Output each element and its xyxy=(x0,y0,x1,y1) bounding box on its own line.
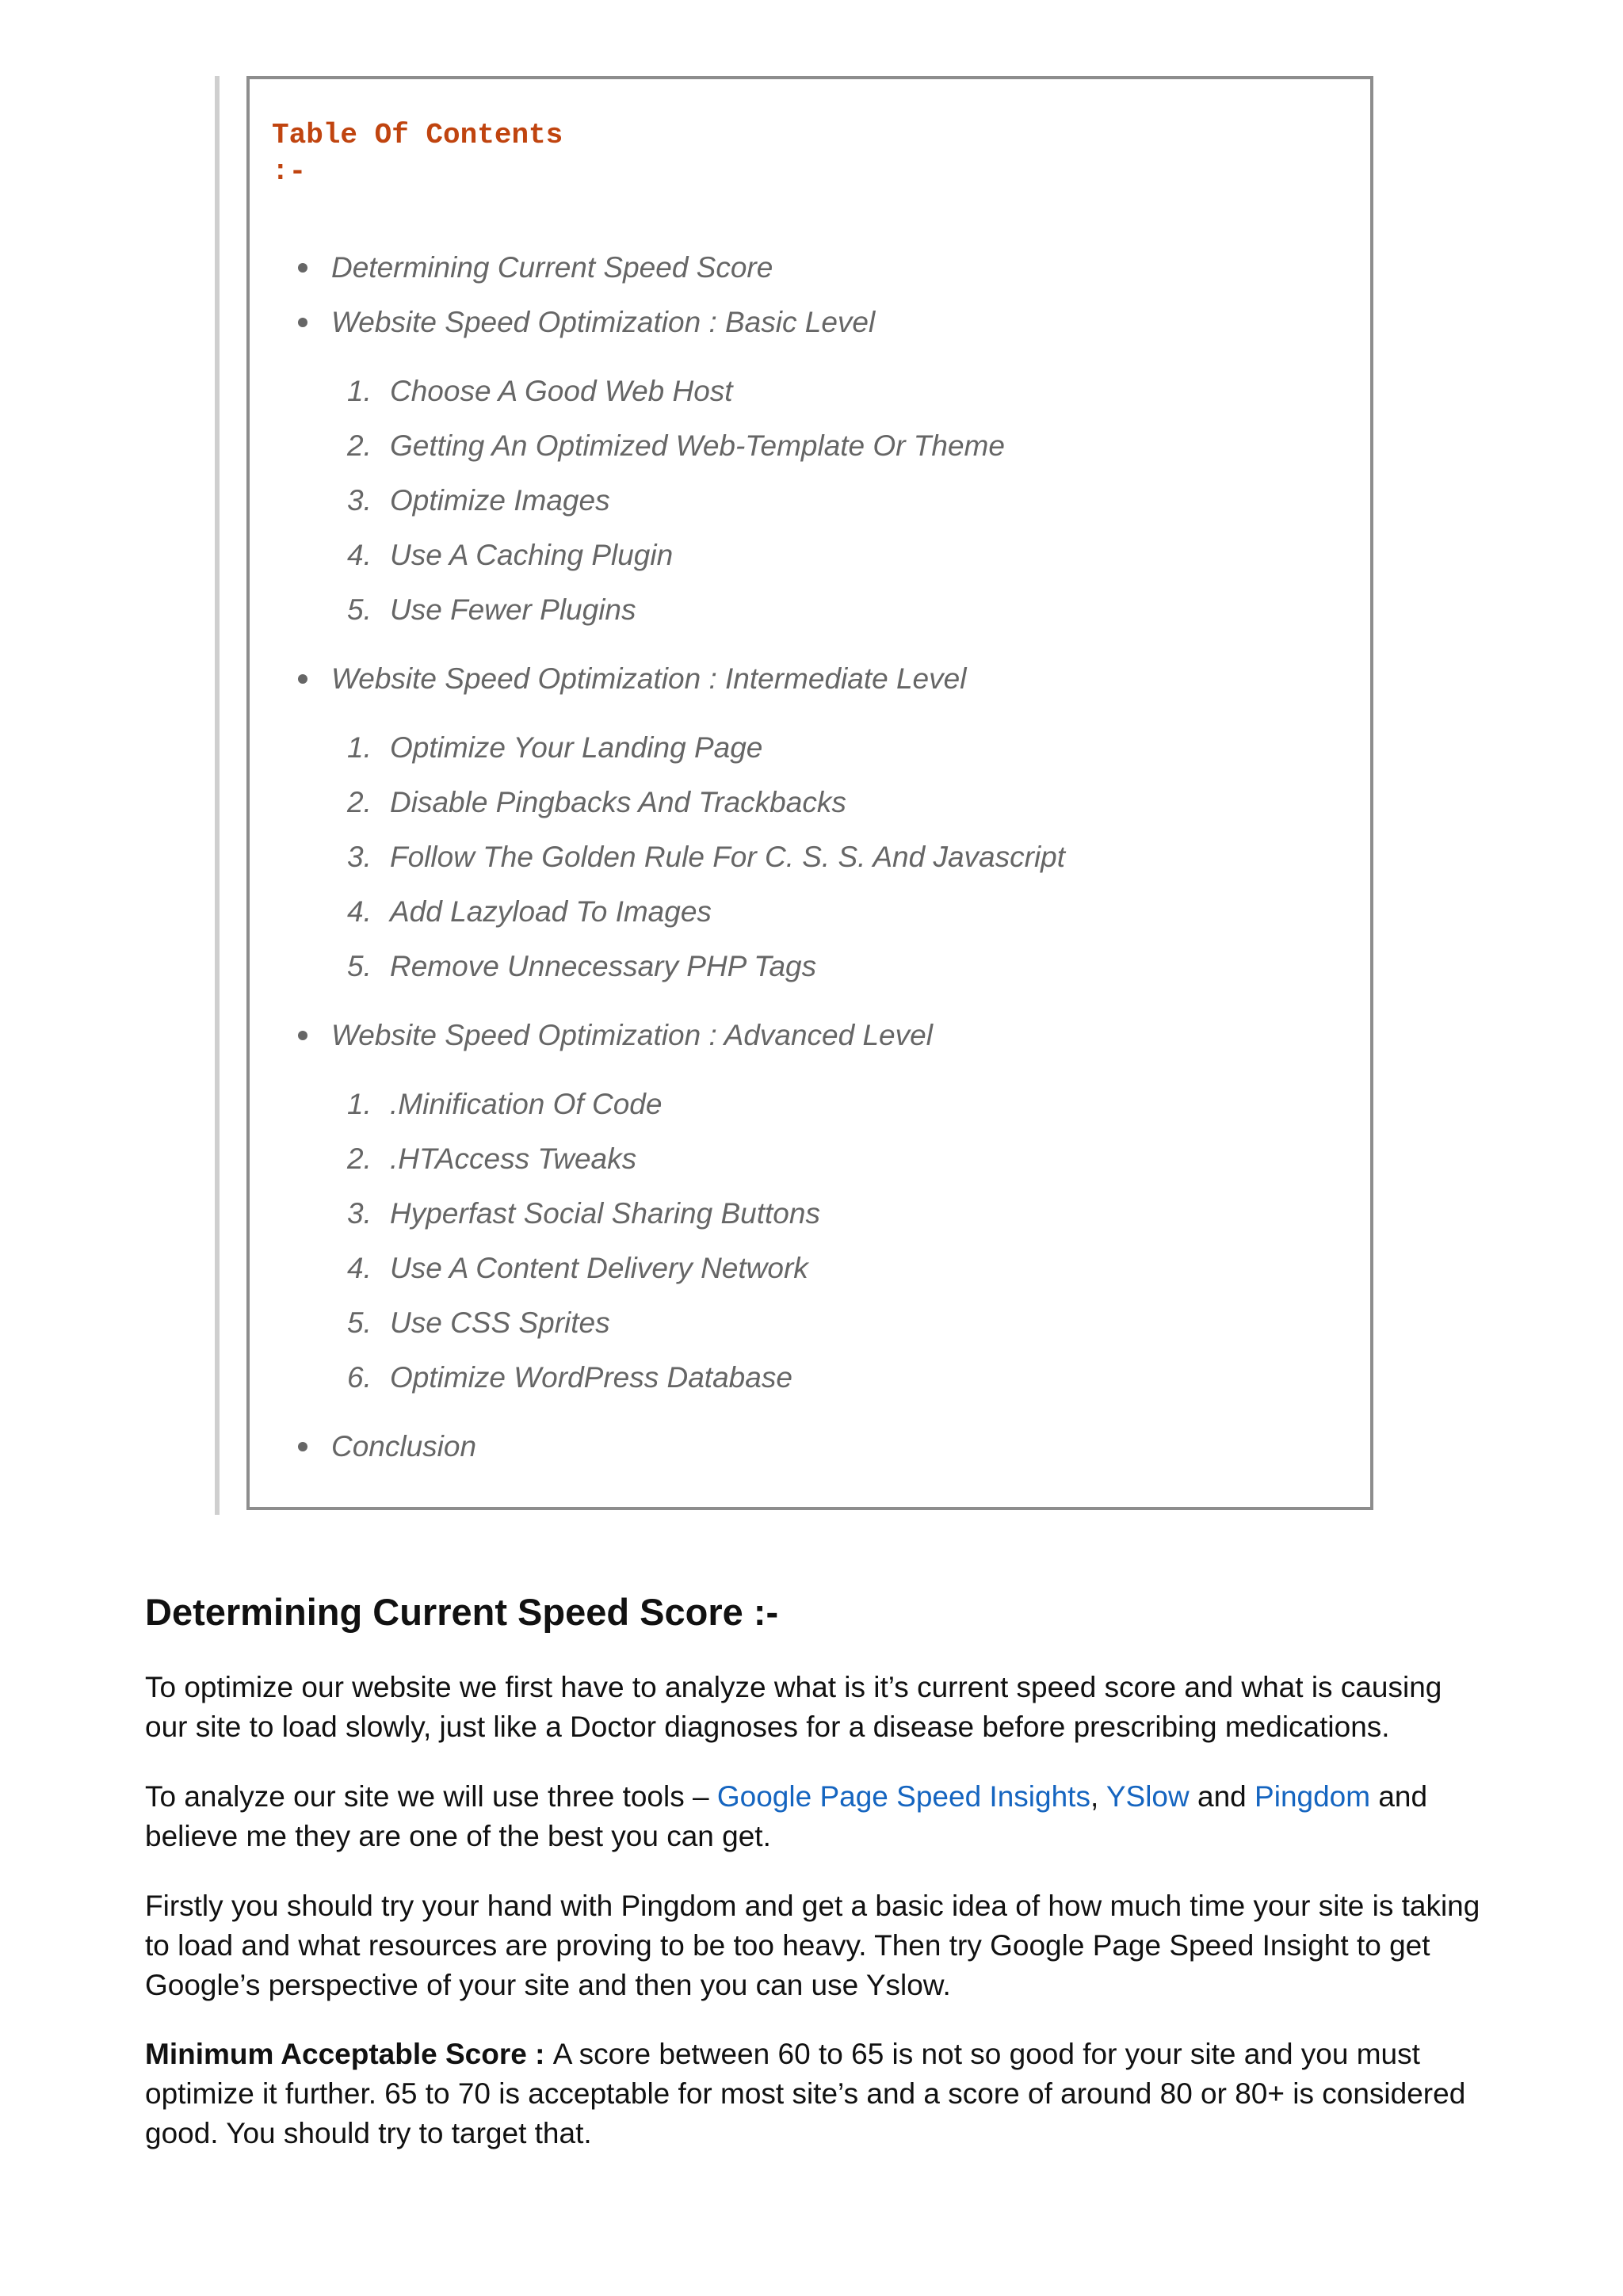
toc-link-basic-4[interactable]: Use A Caching Plugin xyxy=(390,539,674,571)
toc-link-basic-3[interactable]: Optimize Images xyxy=(390,484,610,517)
list-number: 1. xyxy=(347,1088,372,1120)
paragraph-text: and xyxy=(1189,1780,1255,1813)
bullet-icon xyxy=(298,318,307,327)
paragraph-text: , xyxy=(1090,1780,1106,1813)
yslow-link[interactable]: YSlow xyxy=(1106,1780,1190,1813)
google-pagespeed-link[interactable]: Google Page Speed Insights xyxy=(716,1780,1090,1813)
list-number: 3. xyxy=(347,1197,372,1230)
list-number: 4. xyxy=(347,895,372,928)
paragraph-pingdom: Firstly you should try your hand with Pingdom and get a basic idea of how much time your site is taking to load and what resources are proving to be too heavy. Then try Google Page Speed Insight to get Google’s perspective of your site and then you can use Yslow. xyxy=(145,1890,1480,2001)
toc-link-advanced-5[interactable]: Use CSS Sprites xyxy=(390,1306,610,1339)
toc-title-line-1: Table Of Contents xyxy=(272,119,563,151)
toc-title-line-2: :- xyxy=(272,155,307,188)
toc-link-determining-speed[interactable]: Determining Current Speed Score xyxy=(331,251,773,284)
toc-link-conclusion[interactable]: Conclusion xyxy=(331,1430,477,1463)
list-number: 5. xyxy=(347,950,372,982)
paragraph-text: To analyze our site we will use three tools – xyxy=(145,1780,717,1813)
toc-link-advanced-2[interactable]: .HTAccess Tweaks xyxy=(390,1142,637,1175)
paragraph-intro: To optimize our website we first have to analyze what is it’s current speed score and what is causing our site to load slowly, just like a Doctor diagnoses for a disease before prescribing medications. xyxy=(145,1671,1442,1743)
blockquote-bar xyxy=(215,76,220,1515)
paragraph-text: A score between 60 to 65 is not so good for your site and you must optimize it further. 65 to 70 is acceptable for most site’s and a score of around 80 or 80+ is considered good. You should try to target that. xyxy=(145,2038,1466,2149)
bullet-icon xyxy=(298,1442,307,1451)
toc-link-advanced-4[interactable]: Use A Content Delivery Network xyxy=(390,1252,808,1284)
bullet-icon xyxy=(298,1031,307,1040)
list-number: 2. xyxy=(347,1142,372,1175)
list-number: 5. xyxy=(347,1306,372,1339)
pingdom-link[interactable]: Pingdom xyxy=(1254,1780,1371,1813)
toc-link-advanced-level[interactable]: Website Speed Optimization : Advanced Level xyxy=(331,1019,933,1051)
list-number: 1. xyxy=(347,731,372,764)
list-number: 2. xyxy=(347,429,372,462)
toc-link-basic-level[interactable]: Website Speed Optimization : Basic Level xyxy=(331,306,876,338)
toc-link-intermediate-1[interactable]: Optimize Your Landing Page xyxy=(390,731,763,764)
toc-link-basic-5[interactable]: Use Fewer Plugins xyxy=(390,593,636,626)
toc-link-advanced-6[interactable]: Optimize WordPress Database xyxy=(390,1361,792,1394)
toc-link-advanced-3[interactable]: Hyperfast Social Sharing Buttons xyxy=(390,1197,820,1230)
minimum-score-label: Minimum Acceptable Score : xyxy=(145,2038,553,2070)
toc-link-intermediate-4[interactable]: Add Lazyload To Images xyxy=(390,895,712,928)
list-number: 5. xyxy=(347,593,372,626)
list-number: 4. xyxy=(347,1252,372,1284)
paragraph-text: and believe me they are one of the best you can get. xyxy=(145,1780,1428,1852)
paragraph-tools xyxy=(145,1777,1484,1856)
bullet-icon xyxy=(298,263,307,273)
list-number: 2. xyxy=(347,786,372,818)
toc-link-intermediate-3[interactable]: Follow The Golden Rule For C. S. S. And Javascript xyxy=(390,841,1066,873)
list-number: 3. xyxy=(347,841,372,873)
toc-title xyxy=(272,117,563,190)
toc-link-basic-2[interactable]: Getting An Optimized Web-Template Or Theme xyxy=(390,429,1005,462)
list-number: 3. xyxy=(347,484,372,517)
paragraph-minimum-score xyxy=(145,2035,1484,2153)
list-number: 6. xyxy=(347,1361,372,1394)
toc-link-basic-1[interactable]: Choose A Good Web Host xyxy=(390,375,733,407)
list-number: 4. xyxy=(347,539,372,571)
toc-link-advanced-1[interactable]: .Minification Of Code xyxy=(390,1088,663,1120)
toc-link-intermediate-level[interactable]: Website Speed Optimization : Intermediate Level xyxy=(331,662,967,695)
list-number: 1. xyxy=(347,375,372,407)
section-heading: Determining Current Speed Score :- xyxy=(145,1591,779,1633)
bullet-icon xyxy=(298,674,307,684)
toc-link-intermediate-5[interactable]: Remove Unnecessary PHP Tags xyxy=(390,950,817,982)
toc-link-intermediate-2[interactable]: Disable Pingbacks And Trackbacks xyxy=(390,786,846,818)
